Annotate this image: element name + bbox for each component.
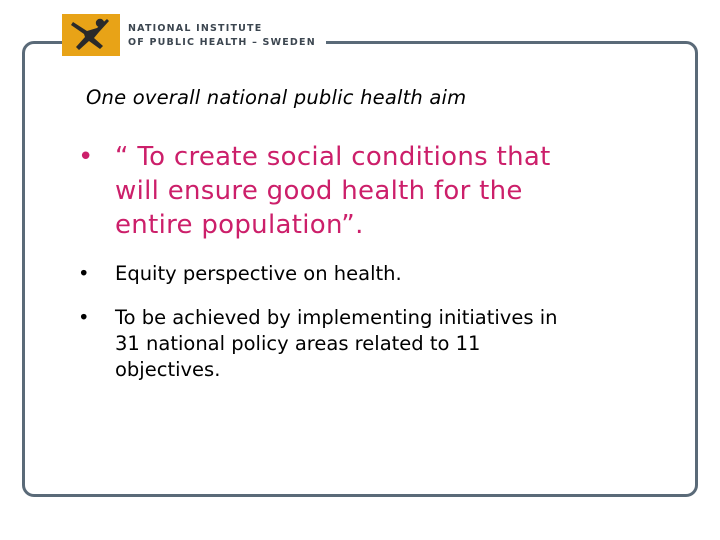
bullet-line: will ensure good health for the bbox=[115, 176, 523, 206]
header-logo bbox=[62, 14, 326, 56]
bullet-marker: • bbox=[78, 306, 90, 329]
org-name-line2: OF PUBLIC HEALTH – SWEDEN bbox=[128, 37, 316, 48]
org-name-line1: NATIONAL INSTITUTE bbox=[128, 23, 263, 34]
bullet-item-aim bbox=[78, 140, 678, 242]
leaping-figure-svg bbox=[67, 16, 115, 54]
leaping-figure-icon bbox=[62, 14, 120, 56]
bullet-line: 31 national policy areas related to 11 bbox=[115, 332, 481, 355]
bullet-line: objectives. bbox=[115, 358, 221, 381]
bullet-marker: • bbox=[78, 142, 94, 172]
bullet-line: entire population”. bbox=[115, 210, 364, 240]
slide-subtitle: One overall national public health aim bbox=[86, 86, 467, 109]
org-name bbox=[128, 20, 316, 50]
bullet-item-initiatives bbox=[78, 305, 678, 383]
bullet-line: Equity perspective on health. bbox=[115, 262, 402, 285]
bullet-item-equity bbox=[78, 262, 678, 286]
bullet-list bbox=[78, 140, 678, 383]
bullet-line: “ To create social conditions that bbox=[115, 142, 551, 172]
bullet-line: To be achieved by implementing initiatives in bbox=[115, 306, 558, 329]
bullet-marker: • bbox=[78, 262, 90, 285]
